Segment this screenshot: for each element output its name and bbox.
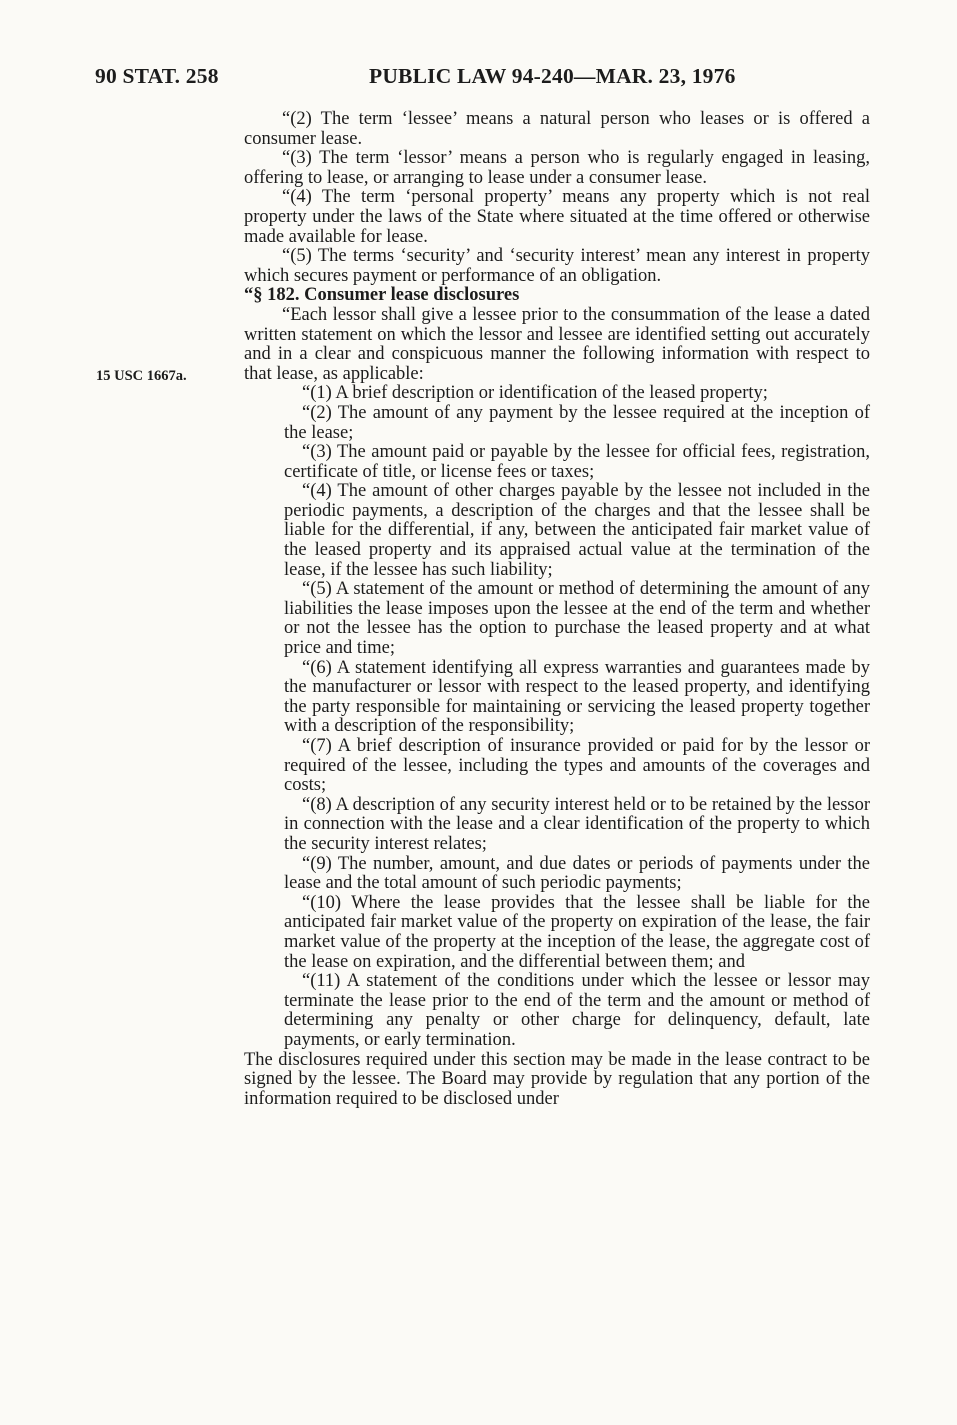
stat-reference: 90 STAT. 258 — [95, 64, 219, 88]
disclosure-item-9: “(9) The number, amount, and due dates or periods of payments under the lease and the total amount of such periodic payments; — [284, 853, 870, 894]
section-heading: “§ 182. Consumer lease disclosures — [244, 285, 520, 306]
disclosure-item-3: “(3) The amount paid or payable by the lessee for official fees, registration, certificate of title, or license fees or taxes; — [284, 442, 870, 482]
margin-citation: 15 USC 1667a. — [96, 368, 187, 384]
disclosure-item-10: “(10) Where the lease provides that the lessee shall be liable for the anticipated fair market value of the property on expiration of the lease, the fair market value of the property at the inception of the lease, the aggregate cost of the lease on expiration, and the differential between them; and — [284, 892, 870, 972]
section-intro: “Each lessor shall give a lessee prior to the consummation of the lease a dated written statement on which the lessor and lessee are identified setting out accurately and in a clear and conspicuous manner the following information with respect to that lease, as applicable: — [244, 304, 870, 384]
disclosure-item-11: “(11) A statement of the conditions under which the lessee or lessor may terminate the lease prior to the end of the term and the amount or method of determining any penalty or other charge for delinquency, default, late payments, or early termination. — [284, 971, 870, 1050]
disclosure-item-2: “(2) The amount of any payment by the lessee required at the inception of the lease; — [284, 402, 870, 443]
closing-paragraph: The disclosures required under this section may be made in the lease contract to be signed by the lessee. The Board may provide by regulation that any portion of the information required to be disclosed under — [244, 1049, 870, 1109]
disclosure-item-8: “(8) A description of any security interest held or to be retained by the lessor in connection with the lease and a clear identification of the property to which the security interest relates; — [284, 794, 870, 854]
definition-lessor: “(3) The term ‘lessor’ means a person who is regularly engaged in leasing, offering to lease, or arranging to lease under a consumer lease. — [244, 148, 870, 188]
definition-lessee: “(2) The term ‘lessee’ means a natural person who leases or is offered a consumer lease. — [244, 109, 870, 149]
disclosure-item-4: “(4) The amount of other charges payable by the lessee not included in the periodic payments, a description of the charges and that the lessee shall be liable for the differential, if any, between the anticipated fair market value of the leased property and its appraised actual value at the termination of the lease, if the lessee has such liability; — [284, 481, 870, 580]
page-title: PUBLIC LAW 94-240—MAR. 23, 1976 — [369, 64, 736, 88]
definition-security: “(5) The terms ‘security’ and ‘security interest’ mean any interest in property which secures payment or performance of an obligation. — [244, 246, 870, 286]
disclosure-item-5: “(5) A statement of the amount or method of determining the amount of any liabilities the lease imposes upon the lessee at the end of the term and whether or not the lessee has the option to purchase the leased property and at what price and time; — [284, 579, 870, 659]
disclosure-item-6: “(6) A statement identifying all express warranties and guarantees made by the manufacturer or lessor with respect to the leased property, and identifying the party responsible for maintaining or servicing the leased property together with a description of the responsibility; — [284, 657, 870, 737]
statute-body — [244, 110, 870, 1109]
disclosure-item-7: “(7) A brief description of insurance provided or paid for by the lessor or required of the lessee, including the types and amounts of the coverages and costs; — [284, 736, 870, 796]
disclosure-item-1: “(1) A brief description or identification of the leased property; — [302, 383, 768, 404]
definition-personal-property: “(4) The term ‘personal property’ means any property which is not real property under the laws of the State where situated at the time offered or otherwise made available for lease. — [244, 187, 870, 247]
